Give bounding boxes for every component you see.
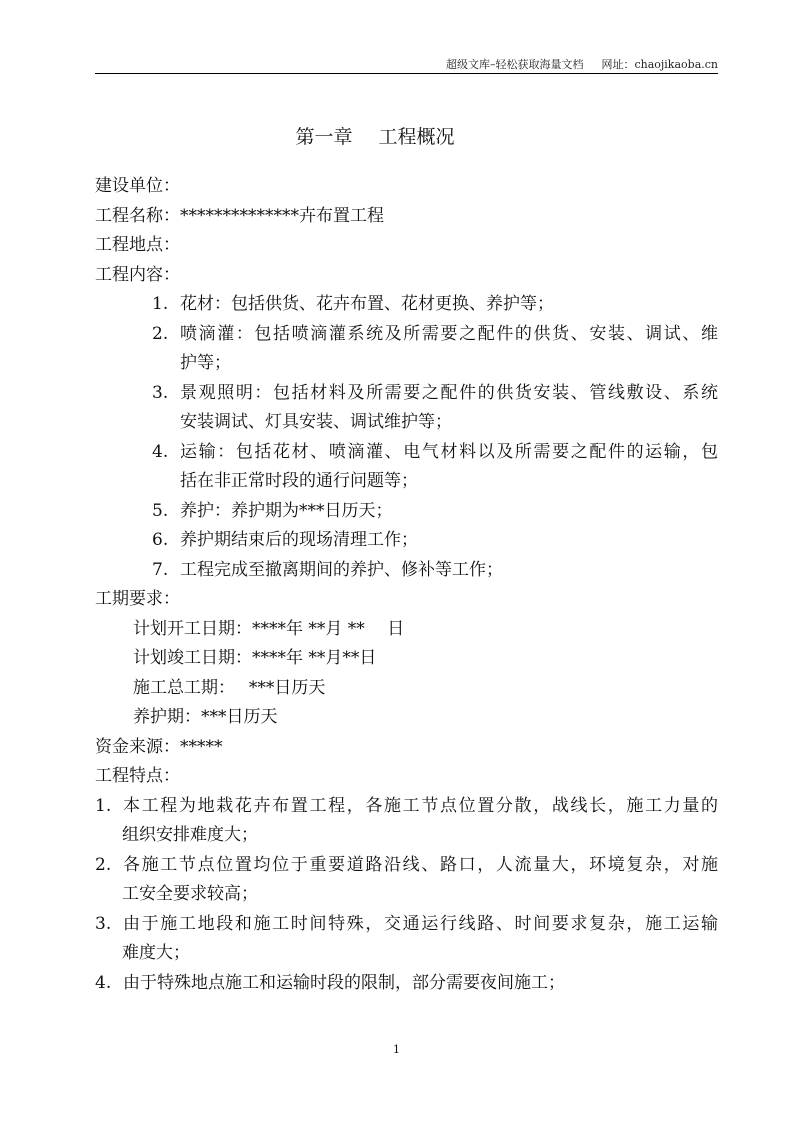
list-item-number: 1. [152, 294, 169, 314]
list-item-text: 喷滴灌：包括喷滴灌系统及所需要之配件的供货、安装、调试、维 [180, 323, 718, 344]
header-site: 超级文库–轻松获取海量文档 [445, 58, 584, 71]
list-item-line [95, 792, 718, 822]
list-item-line [95, 821, 718, 851]
list-item-number: 3. [95, 913, 112, 934]
page-number: 1 [393, 1043, 400, 1056]
list-item-text: 由于特殊地点施工和运输时段的限制，部分需要夜间施工； [123, 972, 565, 993]
list-item-text: 运输：包括花材、喷滴灌、电气材料以及所需要之配件的运输，包 [180, 441, 718, 462]
list-item-text: 由于施工地段和施工时间特殊，交通运行线路、时间要求复杂，施工运输 [123, 913, 718, 934]
location-field: 工程地点： [95, 235, 180, 255]
list-item-line [95, 467, 718, 497]
list-item-number: 3. [152, 382, 169, 403]
chapter-name: 工程概况 [378, 126, 455, 148]
list-item-line [95, 379, 718, 409]
schedule-line: 施工总工期： ***日历天 [133, 677, 326, 698]
list-item-number: 1. [95, 795, 112, 816]
funding-field: 资金来源：***** [95, 736, 223, 757]
chapter-number: 第一章 [295, 126, 353, 148]
list-item-line [95, 880, 718, 910]
list-item-text: 工程完成至撤离期间的养护、修补等工作； [180, 559, 503, 580]
content-list [95, 290, 718, 585]
list-item-text: 本工程为地栽花卉布置工程，各施工节点位置分散，战线长，施工力量的 [123, 795, 718, 816]
list-item-line [95, 939, 718, 969]
list-item-line [95, 851, 718, 881]
list-item-number: 5. [152, 500, 169, 521]
list-item-line [95, 969, 718, 999]
list-item-text: 安装调试、灯具安装、调试维护等； [180, 412, 452, 432]
document-body [95, 172, 718, 998]
list-item-number: 2. [95, 854, 112, 875]
list-item-text: 景观照明：包括材料及所需要之配件的供货安装、管线敷设、系统 [180, 382, 718, 403]
list-item-number: 7. [152, 559, 169, 580]
schedule-line: 计划开工日期：****年 **月 ** 日 [133, 618, 405, 639]
list-item-line [95, 497, 718, 527]
list-item-line [95, 408, 718, 438]
project-name-field: 工程名称：**************卉布置工程 [95, 205, 384, 226]
list-item-text: 组织安排难度大； [122, 825, 258, 845]
list-item-text: 工安全要求较高； [122, 884, 258, 904]
list-item-number: 4. [95, 972, 112, 993]
list-item-line [95, 349, 718, 379]
header-rule [95, 73, 718, 74]
list-item-text: 各施工节点位置均位于重要道路沿线、路口，人流量大，环境复杂，对施 [123, 854, 718, 875]
page-header [95, 56, 718, 72]
schedule-line: 计划竣工日期：****年 **月**日 [133, 648, 377, 668]
list-item-text: 护等； [180, 353, 231, 373]
schedule-line: 养护期：***日历天 [133, 707, 278, 727]
list-item-text: 养护：养护期为***日历天； [180, 500, 393, 521]
features-list [95, 792, 718, 999]
list-item-text: 括在非正常时段的通行问题等； [180, 471, 418, 491]
list-item-number: 2. [152, 323, 169, 344]
features-label: 工程特点： [95, 766, 180, 786]
list-item-line [95, 320, 718, 350]
builder-field: 建设单位： [95, 176, 180, 196]
list-item-line [95, 556, 718, 586]
list-item-line [95, 526, 718, 556]
list-item-line [95, 290, 718, 320]
list-item-number: 4. [152, 441, 169, 462]
list-item-line [95, 438, 718, 468]
header-url: 网址：chaojikaoba.cn [601, 58, 718, 71]
list-item-text: 花材：包括供货、花卉布置、花材更换、养护等； [180, 294, 554, 314]
list-item-line [95, 910, 718, 940]
list-item-text: 养护期结束后的现场清理工作； [180, 530, 418, 550]
list-item-number: 6. [152, 530, 169, 550]
content-label: 工程内容： [95, 264, 180, 285]
page-title [0, 122, 750, 149]
list-item-text: 难度大； [122, 943, 190, 963]
schedule-label: 工期要求： [95, 589, 180, 609]
